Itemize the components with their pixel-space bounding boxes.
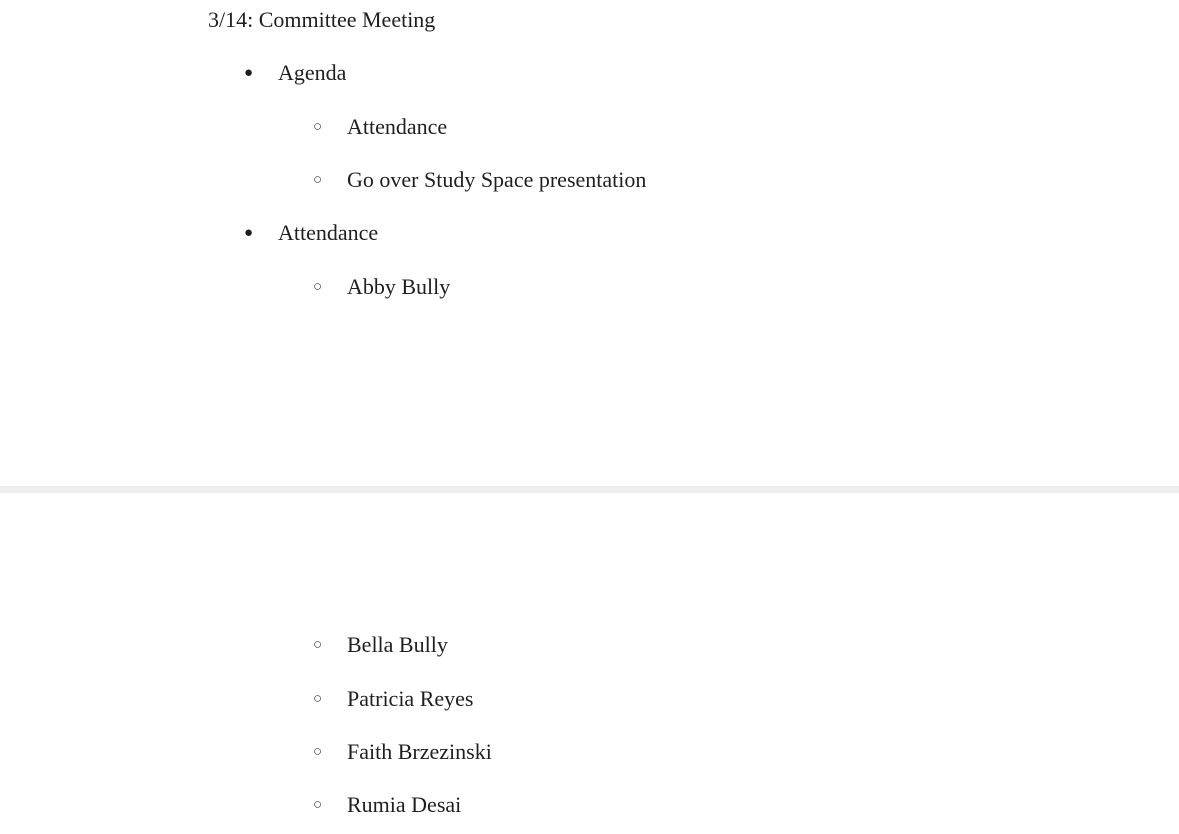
attendance-label[interactable]: Attendance xyxy=(278,220,379,245)
hollow-bullet-icon: ○ xyxy=(313,744,323,760)
hollow-bullet-icon: ○ xyxy=(313,172,323,188)
hollow-bullet-icon: ○ xyxy=(313,797,323,813)
page-break-gap xyxy=(0,486,1179,493)
attendee-item[interactable]: Abby Bully xyxy=(347,274,451,299)
hollow-bullet-icon: ○ xyxy=(313,119,323,135)
hollow-bullet-icon: ○ xyxy=(313,637,323,653)
agenda-label[interactable]: Agenda xyxy=(278,60,347,85)
hollow-bullet-icon: ○ xyxy=(313,691,323,707)
agenda-item[interactable]: Go over Study Space presentation xyxy=(347,167,647,192)
agenda-item[interactable]: Attendance xyxy=(347,114,448,139)
attendee-item[interactable]: Patricia Reyes xyxy=(347,686,474,711)
attendee-item[interactable]: Faith Brzezinski xyxy=(347,739,492,764)
filled-bullet-icon: ● xyxy=(244,225,254,241)
hollow-bullet-icon: ○ xyxy=(313,279,323,295)
meeting-heading[interactable]: 3/14: Committee Meeting xyxy=(208,7,436,32)
document-page-2 xyxy=(0,493,1179,834)
attendee-item[interactable]: Bella Bully xyxy=(347,632,448,657)
attendee-item[interactable]: Rumia Desai xyxy=(347,792,462,817)
filled-bullet-icon: ● xyxy=(244,65,254,81)
